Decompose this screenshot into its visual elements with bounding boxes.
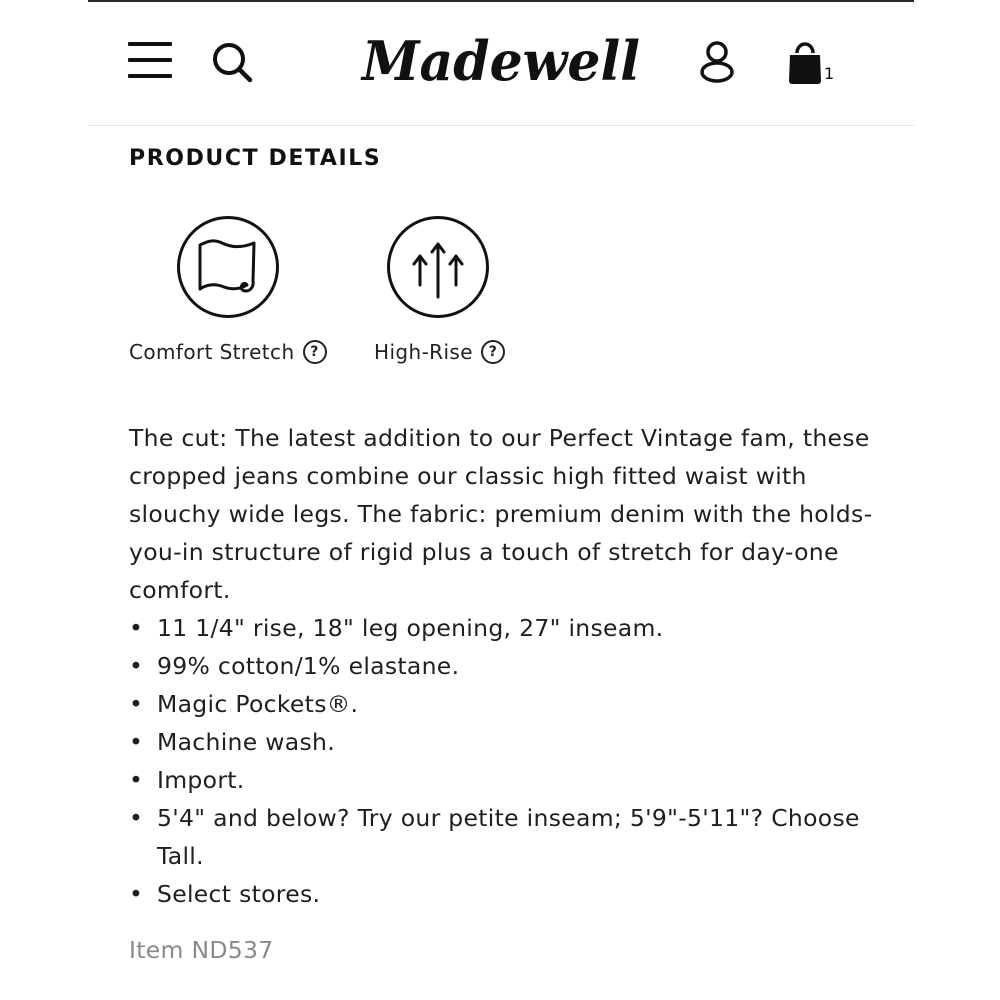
header-divider (88, 125, 914, 126)
list-item: • Import. (129, 761, 889, 799)
list-item: • Magic Pockets®. (129, 685, 889, 723)
feature-label-text: Comfort Stretch (129, 340, 295, 364)
product-description: The cut: The latest addition to our Perfect Vintage fam, these cropped jeans combine our classic high fitted waist with slouchy wide legs. The fabric: premium denim with the holds-you-in structure of rigid plus a touch of stretch for day-one comfort. (129, 424, 873, 604)
feature-high-rise (374, 216, 498, 364)
brand-logo[interactable] (358, 24, 646, 100)
list-item: • 5'4" and below? Try our petite inseam; 5'9"-5'11"? Choose Tall. (129, 799, 889, 875)
fabric-stretch-icon (177, 216, 279, 318)
product-specs-list (129, 609, 889, 913)
list-item: • Machine wash. (129, 723, 889, 761)
menu-icon[interactable] (128, 42, 172, 78)
feature-label (374, 340, 505, 364)
feature-label (129, 340, 327, 364)
high-rise-arrows-icon (387, 216, 489, 318)
help-icon[interactable]: ? (303, 340, 327, 364)
feature-label-text: High-Rise (374, 340, 473, 364)
section-title: PRODUCT DETAILS (129, 146, 382, 171)
list-item: • 11 1/4" rise, 18" leg opening, 27" inseam. (129, 609, 889, 647)
bag-count: 1 (824, 64, 835, 83)
item-number: Item ND537 (129, 936, 274, 964)
help-icon[interactable]: ? (481, 340, 505, 364)
account-icon[interactable] (697, 40, 737, 84)
feature-comfort-stretch (129, 216, 319, 364)
list-item: • Select stores. (129, 875, 889, 913)
list-item: • 99% cotton/1% elastane. (129, 647, 889, 685)
site-header (0, 0, 1000, 126)
search-icon[interactable] (210, 40, 254, 84)
svg-text:Madewell: Madewell (360, 29, 640, 93)
